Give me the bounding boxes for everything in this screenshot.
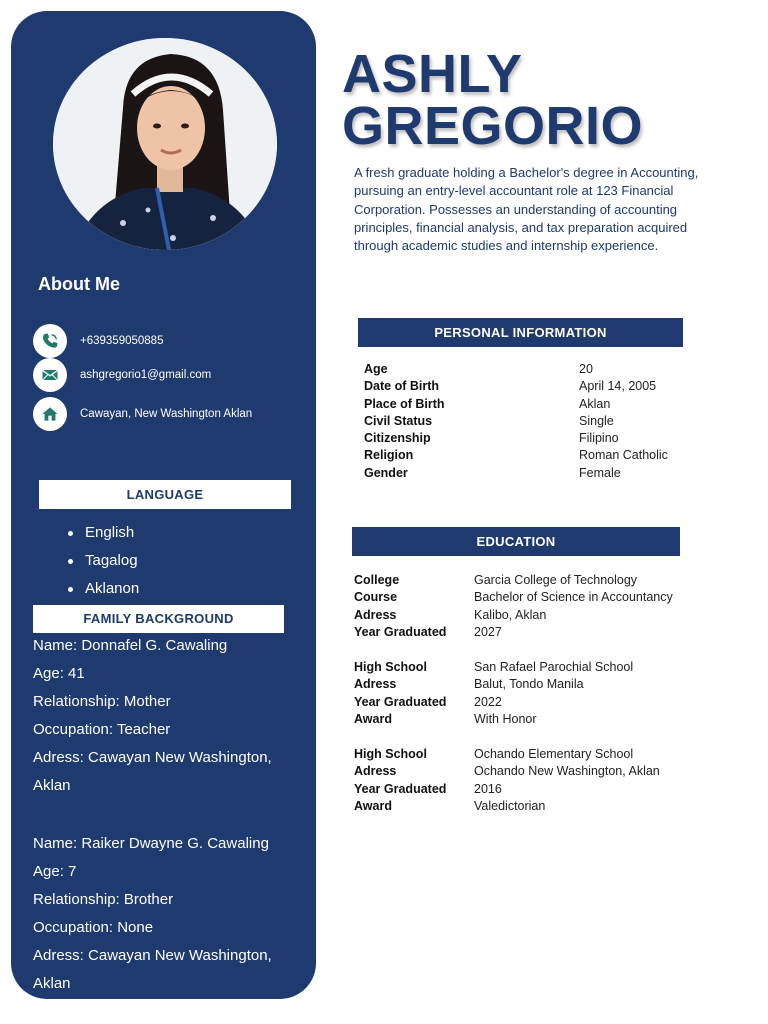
table-row: Age 20 xyxy=(364,362,593,376)
member-address: Adress: Cawayan New Washington, Aklan xyxy=(33,947,272,992)
table-row: Religion Roman Catholic xyxy=(364,448,668,463)
last-name: GREGORIO xyxy=(342,96,644,156)
table-row: Year Graduated 2016 xyxy=(354,781,502,796)
education-college xyxy=(354,572,754,641)
bullet-icon xyxy=(68,531,73,536)
table-row: Date of Birth April 14, 2005 xyxy=(364,379,657,394)
language-list xyxy=(68,519,139,603)
table-row: High School San Rafael Parochial School xyxy=(354,660,634,674)
education-elementary xyxy=(354,746,754,815)
table-row: Gender Female xyxy=(364,465,621,480)
first-name: ASHLY xyxy=(342,44,523,104)
member-occupation: Occupation: Teacher xyxy=(33,721,171,738)
language-heading: LANGUAGE xyxy=(39,480,291,509)
education-heading: EDUCATION xyxy=(352,527,680,556)
about-me-heading: About Me xyxy=(38,274,120,294)
name-heading xyxy=(342,44,644,156)
profile-photo xyxy=(53,38,277,250)
table-row: Place of Birth Aklan xyxy=(364,396,611,411)
member-age: Age: 7 xyxy=(33,863,77,880)
table-row: Citizenship Filipino xyxy=(364,431,619,446)
table-row: Course Bachelor of Science in Accountancy xyxy=(354,590,673,605)
table-row: Award Valedictorian xyxy=(354,798,546,813)
home-icon xyxy=(33,397,67,431)
address-text: Cawayan, New Washington Aklan xyxy=(80,408,253,420)
member-name: Name: Raiker Dwayne G. Cawaling xyxy=(33,835,269,852)
bullet-icon xyxy=(68,587,73,592)
member-name: Name: Donnafel G. Cawaling xyxy=(33,637,228,654)
table-row: Civil Status Single xyxy=(364,413,614,428)
personal-info-table xyxy=(364,361,704,482)
member-relationship: Relationship: Brother xyxy=(33,891,174,908)
profile-summary: A fresh graduate holding a Bachelor's degree in Accounting, pursuing an entry-level accountant role at 123 Financial Corporation. Possesses an understanding of accounting principles, financial analysis, and tax preparation acquired through academic studies and internship experience. xyxy=(354,165,699,254)
family-member-brother xyxy=(33,830,303,998)
table-row: Award With Honor xyxy=(354,711,537,726)
list-item: Aklanon xyxy=(68,575,139,603)
list-item: Tagalog xyxy=(68,547,139,575)
contact-address xyxy=(33,397,303,431)
list-item: English xyxy=(68,519,139,547)
family-member-mother xyxy=(33,632,303,800)
education-high-school xyxy=(354,659,754,728)
member-occupation: Occupation: None xyxy=(33,919,154,936)
mail-icon xyxy=(33,358,67,392)
bullet-icon xyxy=(68,559,73,564)
table-row: Adress Balut, Tondo Manila xyxy=(354,677,584,692)
contact-email xyxy=(33,358,303,392)
table-row: College Garcia College of Technology xyxy=(354,573,638,587)
table-row: Year Graduated 2027 xyxy=(354,624,502,639)
table-row: High School Ochando Elementary School xyxy=(354,747,634,761)
personal-information-heading: PERSONAL INFORMATION xyxy=(358,318,683,347)
member-relationship: Relationship: Mother xyxy=(33,693,171,710)
phone-text: +639359050885 xyxy=(80,335,164,347)
contact-phone xyxy=(33,324,303,358)
phone-icon xyxy=(33,324,67,358)
member-address: Adress: Cawayan New Washington, Aklan xyxy=(33,749,272,794)
member-age: Age: 41 xyxy=(33,665,85,682)
table-row: Adress Kalibo, Aklan xyxy=(354,607,547,622)
table-row: Adress Ochando New Washington, Aklan xyxy=(354,764,660,779)
family-background-heading: FAMILY BACKGROUND xyxy=(33,605,284,633)
email-text: ashgregorio1@gmail.com xyxy=(80,369,212,381)
table-row: Year Graduated 2022 xyxy=(354,694,502,709)
